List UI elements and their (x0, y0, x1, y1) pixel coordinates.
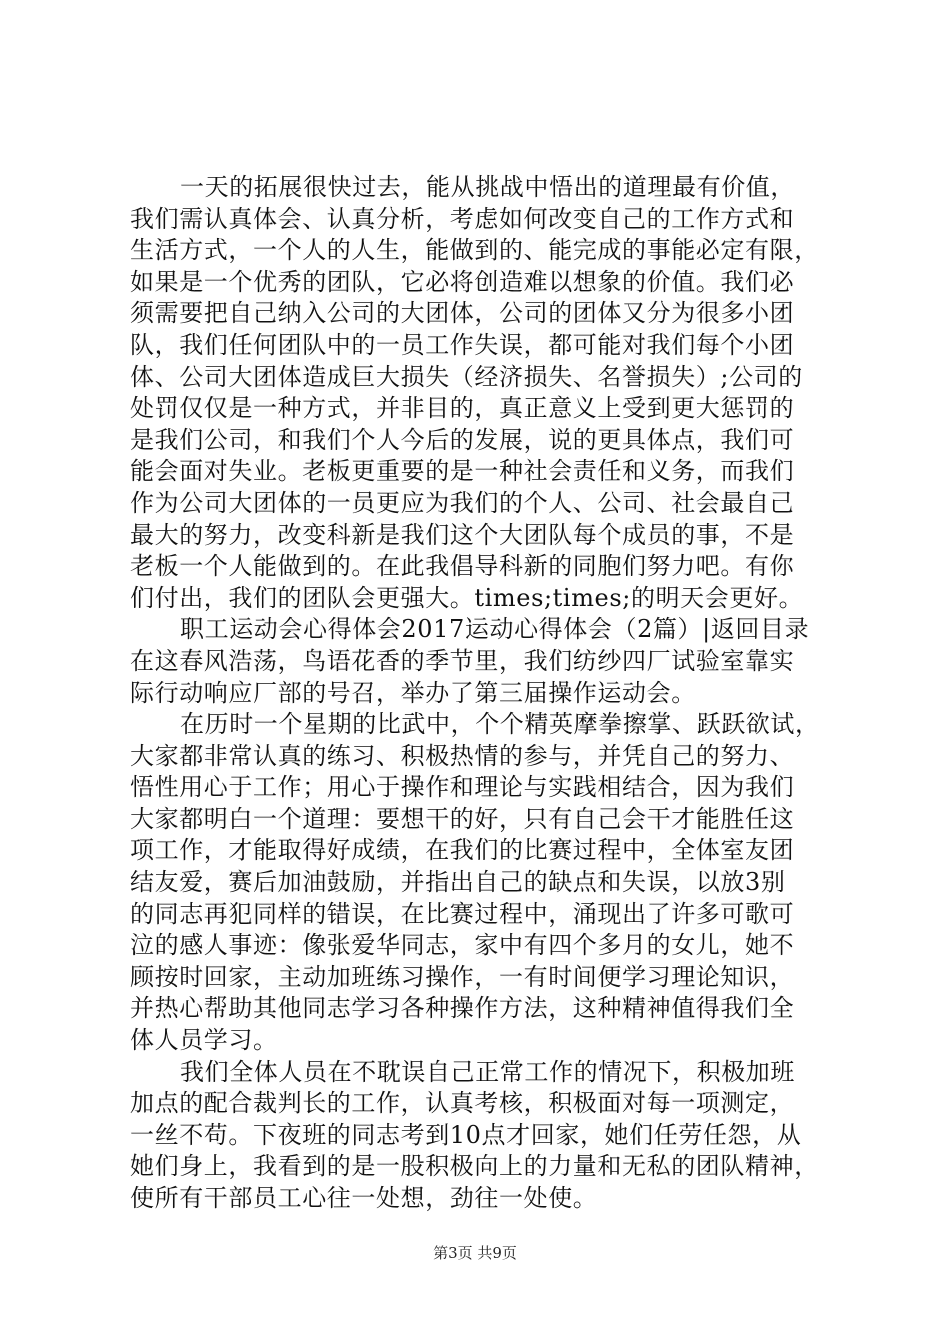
section-heading-line: 职工运动会心得体会2017运动心得体会（2篇）|返回目录 (180, 615, 810, 644)
page-footer: 第3页 共9页 (433, 1244, 517, 1262)
text-line: 生活方式，一个人的人生，能做到的、能完成的事能必定有限， (130, 236, 819, 265)
text-line: 她们身上，我看到的是一股积极向上的力量和无私的团队精神， (130, 1152, 819, 1181)
text-line: 体人员学习。 (130, 1026, 278, 1055)
text-line: 一天的拓展很快过去，能从挑战中悟出的道理最有价值， (180, 173, 795, 201)
text-line: 大家都明白一个道理：要想干的好，只有自己会干才能胜任这 (130, 804, 795, 833)
text-line: 老板一个人能做到的。在此我倡导科新的同胞们努力吧。有你 (130, 552, 795, 581)
text-line: 项工作，才能取得好成绩，在我们的比赛过程中，全体室友团 (130, 836, 795, 865)
text-line: 顾按时回家，主动加班练习操作，一有时间便学习理论知识， (130, 962, 795, 991)
text-line: 加点的配合裁判长的工作，认真考核，积极面对每一项测定， (130, 1089, 795, 1118)
text-line: 最大的努力，改变科新是我们这个大团队每个成员的事，不是 (130, 520, 795, 549)
text-line: 结友爱，赛后加油鼓励，并指出自己的缺点和失误，以放3别 (130, 868, 786, 897)
text-line: 大家都非常认真的练习、积极热情的参与，并凭自己的努力、 (130, 741, 795, 770)
text-line: 队，我们任何团队中的一员工作失误，都可能对我们每个小团 (130, 330, 795, 359)
text-line: 们付出，我们的团队会更强大。times;times;的明天会更好。 (130, 583, 804, 612)
text-line: 作为公司大团体的一员更应为我们的个人、公司、社会最自己 (130, 488, 795, 517)
text-line: 我们需认真体会、认真分析，考虑如何改变自己的工作方式和 (130, 204, 795, 233)
text-line: 如果是一个优秀的团队，它必将创造难以想象的价值。我们必 (130, 267, 795, 296)
text-line: 使所有干部员工心往一处想，劲往一处使。 (130, 1184, 598, 1212)
text-line: 际行动响应厂部的号召，举办了第三届操作运动会。 (130, 678, 696, 707)
text-line: 处罚仅仅是一种方式，并非目的，真正意义上受到更大惩罚的 (130, 394, 795, 423)
text-line: 泣的感人事迹：像张爱华同志，家中有四个多月的女儿，她不 (130, 931, 795, 960)
text-line: 在这春风浩荡，鸟语花香的季节里，我们纺纱四厂试验室靠实 (130, 646, 795, 675)
text-line: 悟性用心于工作；用心于操作和理论与实践相结合，因为我们 (130, 773, 795, 802)
text-line: 体、公司大团体造成巨大损失（经济损失、名誉损失）;公司的 (130, 362, 803, 391)
document-body (130, 172, 842, 1215)
text-line: 并热心帮助其他同志学习各种操作方法，这种精神值得我们全 (130, 994, 795, 1023)
text-line: 的同志再犯同样的错误，在比赛过程中，涌现出了许多可歌可 (130, 899, 795, 928)
text-line: 一丝不苟。下夜班的同志考到10点才回家，她们任劳任怨，从 (130, 1120, 802, 1149)
text-line: 须需要把自己纳入公司的大团体，公司的团体又分为很多小团 (130, 299, 795, 328)
text-line: 在历时一个星期的比武中，个个精英摩拳擦掌、跃跃欲试， (180, 710, 820, 739)
text-line: 是我们公司，和我们个人今后的发展，说的更具体点，我们可 (130, 425, 795, 454)
text-line: 能会面对失业。老板更重要的是一种社会责任和义务，而我们 (130, 457, 795, 486)
text-line: 我们全体人员在不耽误自己正常工作的情况下，积极加班 (180, 1057, 795, 1086)
